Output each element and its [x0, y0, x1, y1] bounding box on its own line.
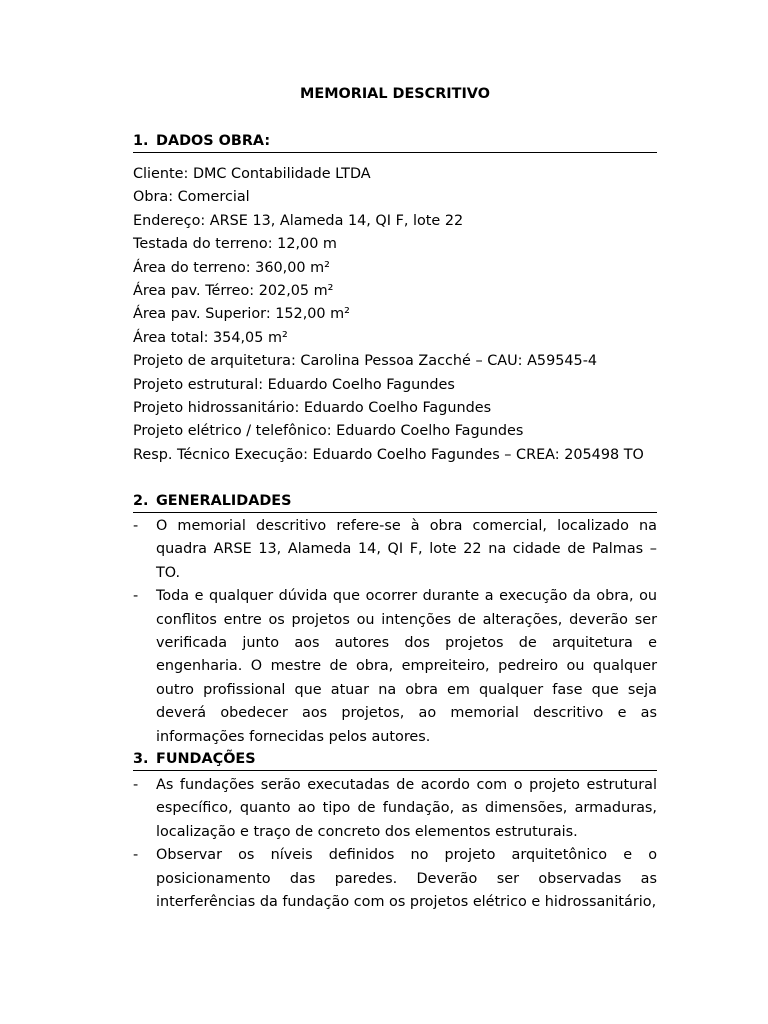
bullet-marker: -	[133, 777, 139, 793]
data-line-area-total: Área total: 354,05 m²	[133, 329, 288, 346]
bullet-marker: -	[133, 518, 139, 534]
data-line-projeto-eletrico: Projeto elétrico / telefônico: Eduardo Coelho Fagundes	[133, 423, 524, 440]
data-line-resp-tecnico: Resp. Técnico Execução: Eduardo Coelho Fagundes – CREA: 205498 TO	[133, 446, 644, 463]
data-line-area-superior: Área pav. Superior: 152,00 m²	[133, 306, 350, 323]
data-line-obra: Obra: Comercial	[133, 189, 250, 206]
section-number: 2.	[133, 493, 149, 509]
data-line-endereco: Endereço: ARSE 13, Alameda 14, QI F, lote 22	[133, 212, 464, 229]
data-line-projeto-hidrossanitario: Projeto hidrossanitário: Eduardo Coelho Fagundes	[133, 399, 492, 416]
section-heading-generalidades	[133, 491, 657, 513]
list-item-text: O memorial descritivo refere-se à obra comercial, localizado na quadra ARSE 13, Alameda 14, QI F, lote 22 na cidade de Palmas – TO.	[156, 518, 657, 581]
list-item-text: As fundações serão executadas de acordo com o projeto estrutural específico, quanto ao tipo de fundação, as dimensões, armaduras, localização e traço de concreto dos elementos estruturais.	[156, 777, 657, 840]
fundacoes-list	[133, 774, 657, 914]
data-line-area-terreno: Área do terreno: 360,00 m²	[133, 259, 330, 276]
section-heading-dados-obra	[133, 131, 657, 153]
section-title: DADOS OBRA:	[156, 133, 271, 149]
data-line-testada: Testada do terreno: 12,00 m	[133, 236, 337, 253]
list-item	[133, 844, 657, 914]
section-number: 3.	[133, 751, 149, 767]
data-line-projeto-arquitetura: Projeto de arquitetura: Carolina Pessoa Zacché – CAU: A59545-4	[133, 353, 598, 370]
section-number: 1.	[133, 133, 149, 149]
section-heading-fundacoes	[133, 749, 657, 771]
section-title: FUNDAÇÕES	[156, 751, 256, 767]
list-item-text: Observar os níveis definidos no projeto arquitetônico e o posicionamento das paredes. Deverão ser observadas as interferências da fundação com os projetos elétrico e hidrossanitário,	[156, 847, 657, 911]
data-line-area-terreo: Área pav. Térreo: 202,05 m²	[133, 282, 334, 299]
project-data-list	[133, 163, 657, 467]
data-line-cliente: Cliente: DMC Contabilidade LTDA	[133, 166, 371, 182]
list-item	[133, 515, 657, 585]
bullet-marker: -	[133, 847, 139, 864]
generalidades-list	[133, 515, 657, 749]
bullet-marker: -	[133, 588, 139, 605]
list-item	[133, 774, 657, 844]
data-line-projeto-estrutural: Projeto estrutural: Eduardo Coelho Fagundes	[133, 376, 455, 393]
list-item	[133, 585, 657, 749]
list-item-text: Toda e qualquer dúvida que ocorrer durante a execução da obra, ou conflitos entre os projetos ou intenções de alterações, deverão ser verificada junto aos autores dos projetos de arquitetura e engenharia. O mestre de obra, empreiteiro, pedreiro ou qualquer outro profissional que atuar na obra em qualquer fase que seja deverá obedecer aos projetos, ao memorial descritivo e as informações fornecidas pelos autores.	[156, 588, 657, 745]
section-title: GENERALIDADES	[156, 493, 292, 509]
document-title: MEMORIAL DESCRITIVO	[300, 86, 490, 102]
